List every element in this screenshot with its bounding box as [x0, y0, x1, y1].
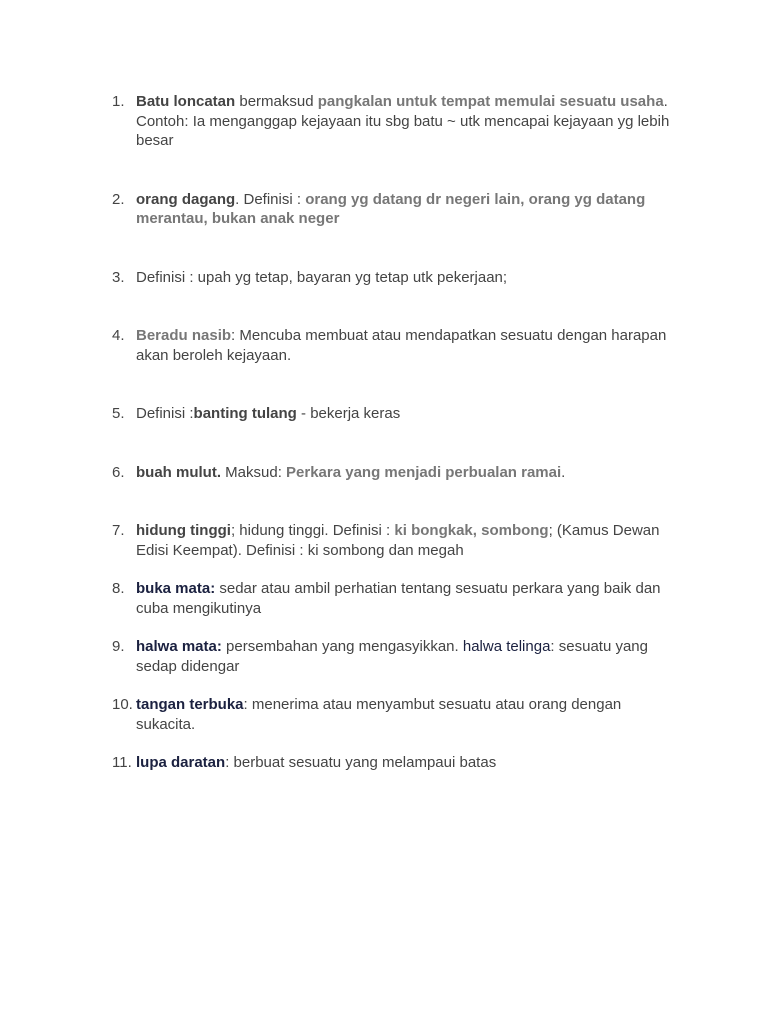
- item-number: 11.: [112, 754, 132, 771]
- idiom-term: hidung tinggi: [136, 522, 231, 539]
- text-run: - bekerja keras: [296, 405, 401, 422]
- item-text: [136, 695, 676, 734]
- idiom-term: lupa daratan: [136, 754, 226, 771]
- text-run: bermaksud: [235, 93, 318, 110]
- idiom-list: [0, 92, 768, 773]
- list-item: [0, 753, 768, 773]
- idiom-definition: Perkara yang menjadi perbualan ramai: [286, 463, 562, 481]
- idiom-term: tangan terbuka: [136, 696, 244, 713]
- item-number: 9.: [112, 638, 125, 655]
- text-run: persembahan yang mengasyikkan.: [221, 638, 463, 655]
- item-text: [136, 637, 676, 676]
- idiom-term: buka mata:: [136, 580, 216, 597]
- list-item: [0, 695, 768, 734]
- item-text: [136, 268, 676, 288]
- list-item: [0, 579, 768, 618]
- item-text: [136, 92, 676, 151]
- idiom-term: buah mulut.: [136, 463, 221, 481]
- list-item: [0, 521, 768, 560]
- item-text: [136, 753, 676, 773]
- idiom-term: Batu loncatan: [136, 93, 236, 110]
- item-number: 7.: [112, 522, 125, 539]
- item-text: [136, 579, 676, 618]
- item-text: [136, 404, 676, 424]
- text-run: ; (Kamus Dewan Edisi Keempat). Definisi : ki sombong dan megah: [136, 522, 660, 559]
- text-run: .: [561, 463, 566, 481]
- item-number: 2.: [112, 190, 125, 208]
- item-number: 5.: [112, 405, 125, 422]
- item-number: 4.: [112, 327, 125, 344]
- text-run: ; hidung tinggi. Definisi :: [230, 522, 395, 539]
- idiom-definition: pangkalan untuk tempat memulai sesuatu usaha: [317, 93, 664, 110]
- idiom-term: banting tulang: [193, 405, 297, 422]
- text-run: . Definisi :: [235, 190, 306, 208]
- item-text: [136, 326, 676, 365]
- item-number: 10.: [112, 696, 133, 713]
- text-run: . Contoh: Ia menganggap kejayaan itu sbg batu ~ utk mencapai kejayaan yg lebih besar: [136, 93, 670, 149]
- list-item: [0, 404, 768, 424]
- item-number: 3.: [112, 268, 125, 286]
- item-number: 1.: [112, 93, 125, 110]
- text-run: sedar atau ambil perhatian tentang sesuatu perkara yang baik dan cuba mengikutinya: [136, 580, 661, 617]
- idiom-definition: orang yg datang dr negeri lain, orang yg datang merantau, bukan anak neger: [136, 190, 646, 227]
- item-number: 6.: [112, 463, 125, 481]
- text-run: Definisi :: [136, 405, 194, 422]
- idiom-term: orang dagang: [136, 190, 236, 208]
- list-item: [0, 326, 768, 365]
- idiom-term: halwa mata:: [136, 638, 222, 655]
- text-run: : sesuatu yang sedap didengar: [136, 638, 648, 675]
- item-number: 8.: [112, 580, 125, 597]
- list-item: [0, 463, 768, 483]
- item-text: [136, 521, 676, 560]
- list-item: [0, 190, 768, 229]
- idiom-definition: ki bongkak, sombong: [394, 522, 549, 539]
- list-item: [0, 92, 768, 151]
- list-item: [0, 637, 768, 676]
- item-text: [136, 190, 676, 229]
- text-run: Maksud:: [221, 463, 287, 481]
- text-run: : Mencuba membuat atau mendapatkan sesuatu dengan harapan akan beroleh kejayaan.: [136, 327, 667, 364]
- text-run: Definisi : upah yg tetap, bayaran yg tetap utk pekerjaan;: [136, 268, 508, 286]
- item-text: [136, 463, 676, 483]
- list-item: [0, 268, 768, 288]
- idiom-term: Beradu nasib: [136, 327, 232, 344]
- idiom-term-secondary: halwa telinga: [462, 638, 551, 655]
- text-run: : berbuat sesuatu yang melampaui batas: [225, 754, 497, 771]
- text-run: : menerima atau menyambut sesuatu atau orang dengan sukacita.: [136, 696, 622, 733]
